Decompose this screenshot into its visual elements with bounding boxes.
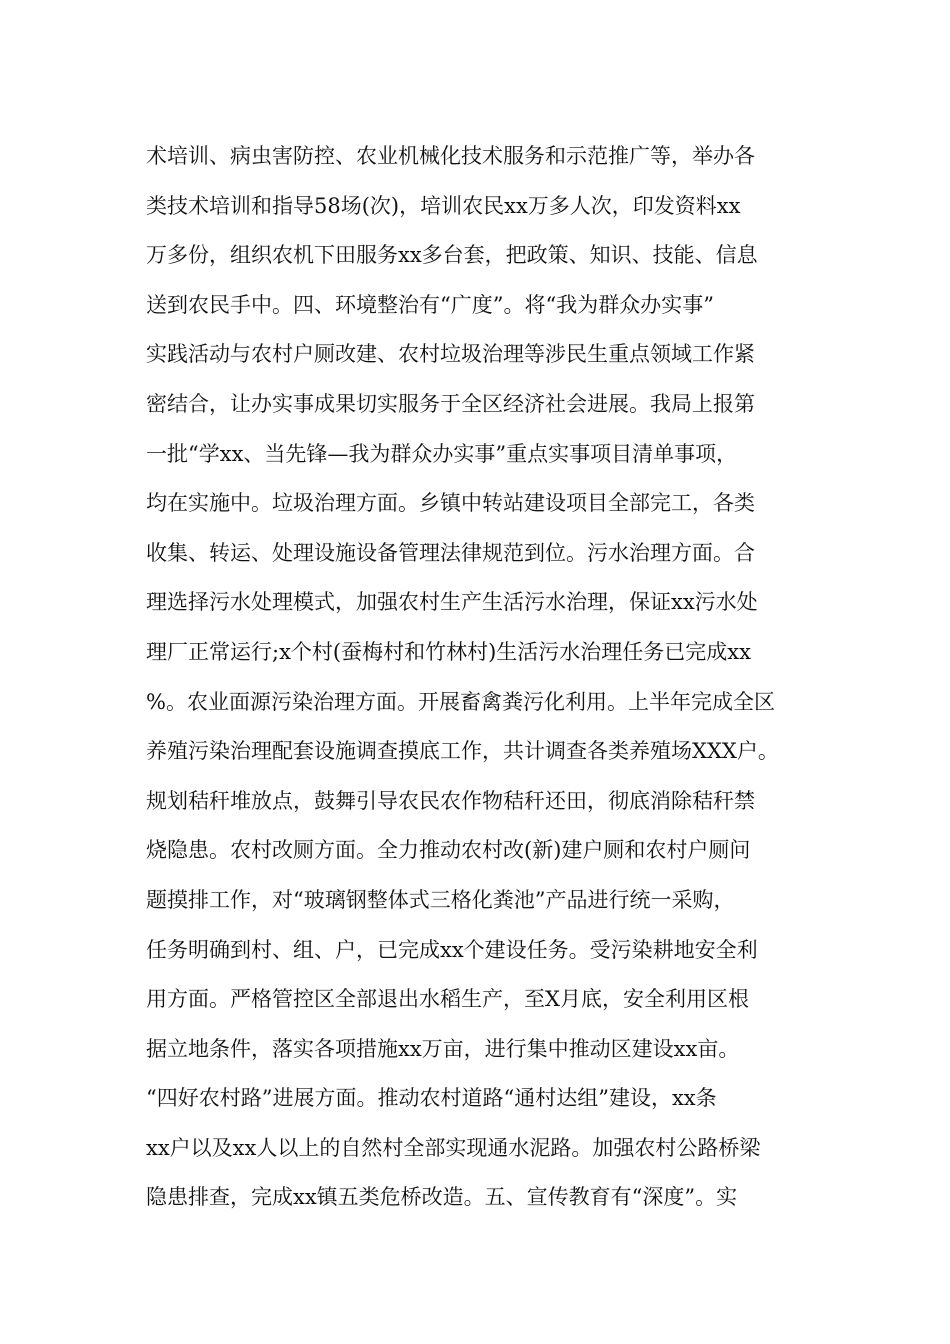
text-line: xx户以及xx人以上的自然村全部实现通水泥路。加强农村公路桥梁 bbox=[146, 1135, 761, 1160]
text-line: 实践活动与农村户厕改建、农村垃圾治理等涉民生重点领域工作紧 bbox=[146, 342, 755, 367]
text-line: 理厂正常运行;x个村(蚕梅村和竹林村)生活污水治理任务已完成xx bbox=[146, 639, 751, 664]
text-line: 用方面。严格管控区全部退出水稻生产，至X月底，安全利用区根 bbox=[146, 987, 749, 1012]
text-line: 隐患排查，完成xx镇五类危桥改造。五、宣传教育有“深度”。实 bbox=[146, 1185, 738, 1210]
text-line: 均在实施中。垃圾治理方面。乡镇中转站建设项目全部完工，各类 bbox=[146, 491, 755, 516]
text-line: 术培训、病虫害防控、农业机械化技术服务和示范推广等，举办各 bbox=[146, 144, 755, 168]
text-line: 任务明确到村、组、户，已完成xx个建设任务。受污染耕地安全利 bbox=[146, 937, 758, 962]
text-line: 密结合，让办实事成果切实服务于全区经济社会进展。我局上报第 bbox=[146, 391, 755, 416]
text-line: 规划秸秆堆放点，鼓舞引导农民农作物秸秆还田，彻底消除秸秆禁 bbox=[146, 788, 755, 813]
text-line: 理选择污水处理模式，加强农村生产生活污水治理，保证xx污水处 bbox=[146, 590, 758, 615]
text-line: %。农业面源污染治理方面。开展畜禽粪污化利用。上半年完成全区 bbox=[146, 689, 775, 714]
text-line: 送到农民手中。四、环境整治有“广度”。将“我为群众办实事” bbox=[146, 292, 714, 317]
text-line: 收集、转运、处理设施设备管理法律规范到位。污水治理方面。合 bbox=[146, 540, 755, 565]
text-line: 据立地条件，落实各项措施xx万亩，进行集中推动区建设xx亩。 bbox=[146, 1036, 740, 1061]
text-line: 题摸排工作，对“玻璃钢整体式三格化粪池”产品进行统一采购， bbox=[146, 887, 735, 912]
body-text bbox=[146, 132, 846, 1223]
text-line: “四好农村路”进展方面。推动农村道路“通村达组”建设，xx条 bbox=[146, 1086, 717, 1111]
text-line: 类技术培训和指导58场(次)，培训农民xx万多人次，印发资料xx bbox=[146, 193, 741, 218]
text-line: 烧隐患。农村改厕方面。全力推动农村改(新)建户厕和农村户厕问 bbox=[146, 838, 751, 863]
text-line: 万多份，组织农机下田服务xx多台套，把政策、知识、技能、信息 bbox=[146, 243, 758, 268]
text-line: 一批“学xx、当先锋—我为群众办实事”重点实事项目清单事项， bbox=[146, 441, 738, 466]
text-line: 养殖污染治理配套设施调查摸底工作，共计调查各类养殖场XXX户。 bbox=[146, 739, 779, 764]
